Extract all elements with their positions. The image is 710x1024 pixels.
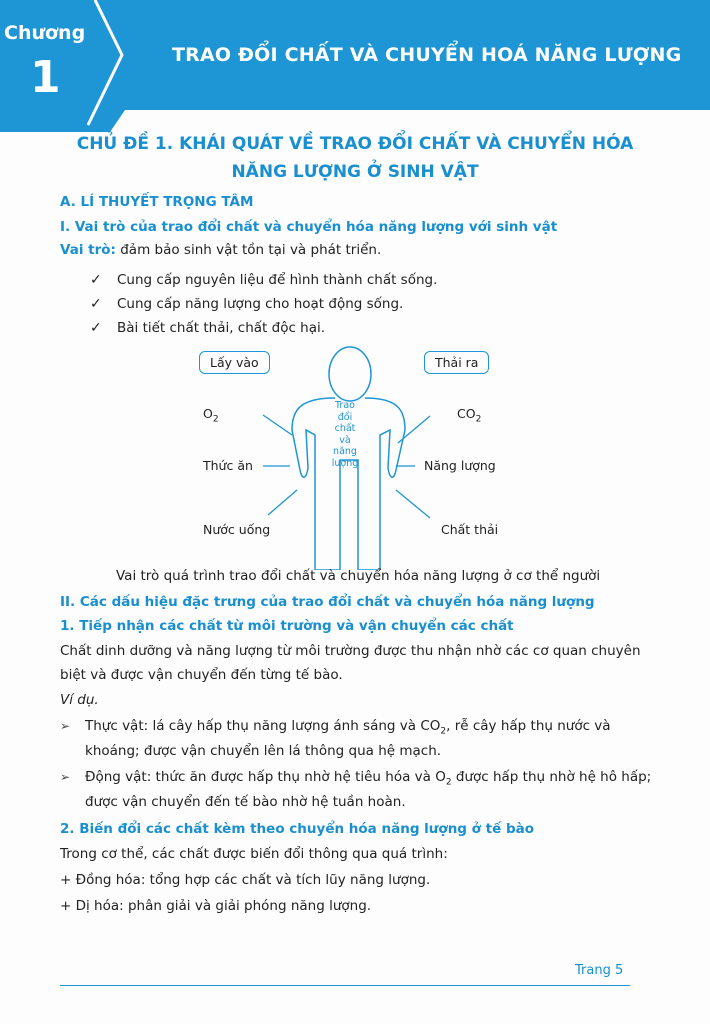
food-label: Thức ăn (203, 458, 253, 473)
chapter-label: Chương (4, 22, 86, 44)
paragraph: biệt và được vận chuyển đến từng tế bào. (60, 667, 343, 683)
diagram-caption: Vai trò quá trình trao đổi chất và chuyển hóa năng lượng ở cơ thể người (116, 568, 601, 584)
input-box: Lấy vào (199, 351, 270, 374)
check-icon: ✓ (90, 320, 102, 336)
body-label-line: chất (334, 423, 356, 434)
section-i-heading: I. Vai trò của trao đổi chất và chuyển hóa năng lượng với sinh vật (60, 219, 558, 235)
arrow-bullet-icon: ➢ (60, 770, 71, 784)
role-paragraph (60, 242, 381, 258)
arrow-bullet-icon: ➢ (60, 719, 71, 733)
topic-title-line2: NĂNG LƯỢNG Ở SINH VẬT (231, 162, 479, 182)
body-label-line: đổi (337, 411, 353, 423)
role-text: đảm bảo sinh vật tồn tại và phát triển. (115, 242, 382, 258)
example-item-cont: khoáng; được vận chuyển lên lá thông qua hệ mạch. (85, 743, 442, 759)
footer-rule (60, 985, 630, 986)
example-item: Thực vật: lá cây hấp thụ năng lượng ánh sáng và $CO_2$, rễ cây hấp thụ nước và (85, 718, 611, 737)
chapter-title: TRAO ĐỔI CHẤT VÀ CHUYỂN HOÁ NĂNG LƯỢNG (172, 44, 682, 66)
check-icon: ✓ (90, 296, 102, 312)
paragraph: + Đồng hóa: tổng hợp các chất và tích lũy năng lượng. (60, 872, 431, 888)
subsection-2-heading: 2. Biến đổi các chất kèm theo chuyển hóa năng lượng ở tế bào (60, 821, 534, 837)
energy-label: Năng lượng (424, 458, 496, 473)
topic-title-line1: CHỦ ĐỀ 1. KHÁI QUÁT VỀ TRAO ĐỔI CHẤT VÀ CHUYỂN HÓA (76, 134, 634, 154)
example-item-cont: được vận chuyển đến tế bào nhờ hệ tuần hoàn. (85, 794, 406, 810)
check-item: Bài tiết chất thải, chất độc hại. (117, 320, 326, 336)
waste-label: Chất thải (441, 522, 499, 537)
section-a-heading: A. LÍ THUYẾT TRỌNG TÂM (60, 194, 254, 210)
output-box: Thải ra (424, 351, 489, 374)
check-item: Cung cấp năng lượng cho hoạt động sống. (117, 296, 404, 312)
paragraph: Trong cơ thể, các chất được biến đổi thông qua quá trình: (60, 846, 448, 862)
chapter-number: 1 (30, 52, 61, 103)
body-label-line: năng (333, 446, 357, 457)
role-label: Vai trò: (60, 242, 116, 258)
paragraph: + Dị hóa: phân giải và giải phóng năng lượng. (60, 898, 372, 914)
body-label-line: Trao (335, 400, 355, 411)
paragraph: Chất dinh dưỡng và năng lượng từ môi trường được thu nhận nhờ các cơ quan chuyên (60, 643, 641, 659)
subsection-1-heading: 1. Tiếp nhận các chất từ môi trường và vận chuyển các chất (60, 618, 514, 634)
check-icon: ✓ (90, 272, 102, 288)
water-label: Nước uống (203, 522, 271, 537)
example-label: Ví dụ. (60, 692, 99, 708)
chevron-divider (0, 0, 710, 140)
o2-label: $O_2$ (203, 406, 219, 425)
section-ii-heading: II. Các dấu hiệu đặc trưng của trao đổi chất và chuyển hóa năng lượng (60, 594, 595, 610)
body-label (325, 400, 365, 469)
co2-label: $CO_2$ (457, 406, 482, 425)
check-item: Cung cấp nguyên liệu để hình thành chất sống. (117, 272, 438, 288)
page-number: Trang 5 (575, 963, 624, 978)
example-item: Động vật: thức ăn được hấp thụ nhờ hệ tiêu hóa và $O_2$ được hấp thụ nhờ hệ hô hấp; (85, 769, 652, 788)
body-label-line: lượng (331, 457, 359, 469)
body-label-line: và (339, 434, 351, 446)
